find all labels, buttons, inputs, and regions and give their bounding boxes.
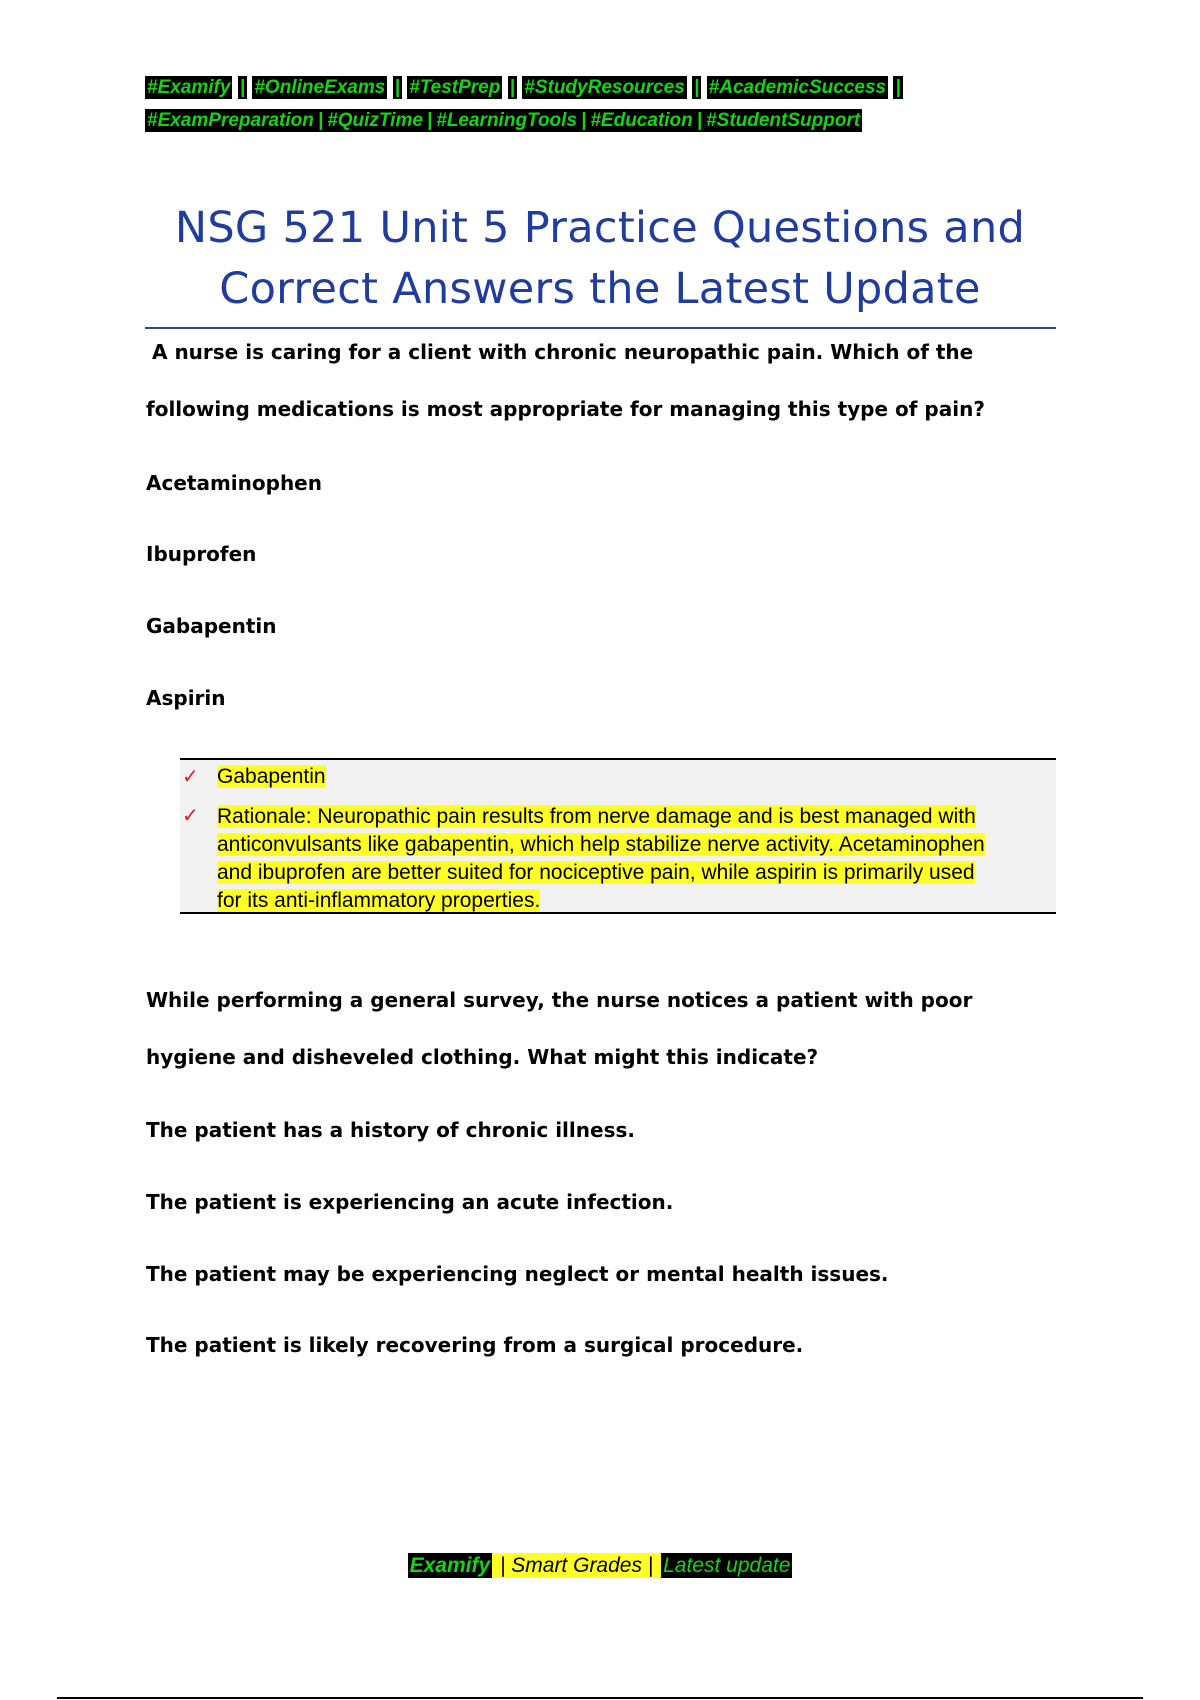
check-icon: ✓ [182,803,199,827]
title-divider [145,327,1056,329]
question-2-option-d: The patient is likely recovering from a surgical procedure. [146,1333,804,1357]
hashtag: #TestPrep [409,77,501,98]
title-line-1: NSG 521 Unit 5 Practice Questions and [174,203,1026,253]
hashtag: #ExamPreparation [147,110,314,131]
question-1-stem-line-1: A nurse is caring for a client with chronic neuropathic pain. Which of the [152,340,974,364]
correct-answer: Gabapentin [217,765,326,788]
hashtag-separator: | [394,77,400,98]
question-1-option-a: Acetaminophen [146,471,322,495]
footer-update: Latest update [663,1554,791,1577]
question-1-stem-line-2: following medications is most appropriate for managing this type of pain? [146,397,985,421]
answer-line [217,763,1037,791]
hashtag: #StudentSupport [706,110,861,131]
hashtag-banner [145,71,1055,137]
rationale [217,803,1037,915]
hashtag-separator: | [317,110,324,131]
hashtag: #OnlineExams [254,77,386,98]
hashtag: #AcademicSuccess [708,77,887,98]
hashtag: #QuizTime [327,110,423,131]
hashtag-separator: | [895,77,901,98]
page-title [145,198,1055,320]
footer-brand: Examify [409,1554,491,1577]
hashtag-separator: | [694,77,700,98]
question-2-option-c: The patient may be experiencing neglect or mental health issues. [146,1262,889,1286]
hashtag-line-2 [145,104,1055,137]
hashtag: #Examify [147,77,231,98]
hashtag-separator: | [509,77,515,98]
footer-tagline: | Smart Grades | [494,1554,660,1577]
question-1-option-b: Ibuprofen [146,542,257,566]
hashtag: #StudyResources [524,77,685,98]
question-2-stem-line-1: While performing a general survey, the nurse notices a patient with poor [146,988,973,1012]
check-icon: ✓ [182,764,199,788]
rationale-line: and ibuprofen are better suited for nociceptive pain, while aspirin is primarily used [217,861,975,884]
hashtag-separator: | [696,110,703,131]
hashtag-separator: | [239,77,246,98]
title-line-2: Correct Answers the Latest Update [219,264,981,314]
hashtag: #LearningTools [436,110,578,131]
question-2-stem-line-2: hygiene and disheveled clothing. What might this indicate? [146,1045,819,1069]
rationale-line: anticonvulsants like gabapentin, which help stabilize nerve activity. Acetaminophen [217,833,985,856]
question-2-option-a: The patient has a history of chronic illness. [146,1118,635,1142]
question-1-option-d: Aspirin [146,686,226,710]
question-2-option-b: The patient is experiencing an acute infection. [146,1190,674,1214]
rationale-line: Rationale: Neuropathic pain results from nerve damage and is best managed with [217,805,976,828]
footer [0,1554,1200,1578]
hashtag-separator: | [581,110,587,131]
rationale-line: for its anti-inflammatory properties. [217,889,541,912]
hashtag-separator: | [426,110,433,131]
page-bottom-divider [57,1697,1143,1699]
question-1-option-c: Gabapentin [146,614,277,638]
answer-box [180,758,1056,914]
hashtag-line-1 [145,71,1055,104]
hashtag: #Education [590,110,693,131]
